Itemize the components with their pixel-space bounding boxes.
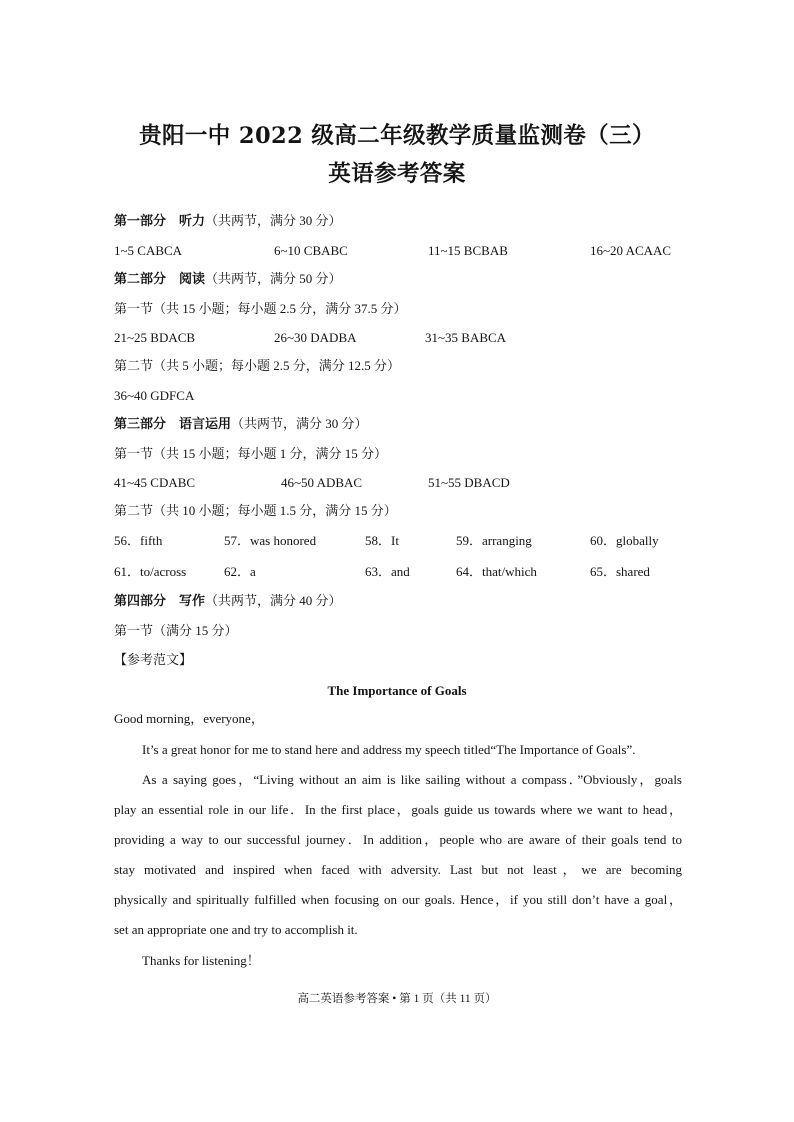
essay-line: As a saying goes，“Living without an aim is like sailing without a compass．”Obviously，goals (142, 772, 682, 787)
essay-line: stay motivated and inspired when faced with adversity. Last but not least，we are becoming (114, 862, 682, 877)
answer-group: 11~15 BCBAB (428, 243, 508, 258)
part4-section1: 第一节（满分 15 分） (114, 623, 238, 638)
answer-group: 6~10 CBABC (274, 243, 348, 258)
essay-closing: Thanks for listening！ (142, 953, 260, 968)
fill-answer: 62．a (224, 564, 256, 579)
part1-note: （共两节，满分 30 分） (205, 213, 342, 228)
part1-heading: 第一部分 听力 (114, 213, 206, 228)
part2-section1: 第一节（共 15 小题；每小题 2.5 分，满分 37.5 分） (114, 301, 407, 316)
answer-group: 36~40 GDFCA (114, 388, 195, 403)
page-footer: 高二英语参考答案 • 第 1 页（共 11 页） (297, 993, 497, 1005)
document-subtitle: 英语参考答案 (328, 161, 466, 187)
essay-line: set an appropriate one and try to accomplish it. (114, 922, 358, 937)
essay-line: providing a way to our successful journey．In addition，people who are aware of their goals tend to (114, 832, 682, 847)
part3-header (114, 416, 368, 432)
part2-heading: 第二部分 阅读 (114, 271, 206, 286)
fill-answer: 61．to/across (114, 564, 187, 579)
answer-group: 1~5 CABCA (114, 243, 183, 258)
answer-group: 46~50 ADBAC (281, 475, 363, 490)
fill-answer: 65．shared (590, 564, 650, 579)
fill-answer: 60．globally (590, 533, 659, 548)
part4-heading: 第四部分 写作 (114, 593, 206, 608)
fill-answer: 58．It (365, 533, 399, 548)
part4-header (114, 593, 342, 609)
part3-note: （共两节，满分 30 分） (231, 416, 368, 431)
fill-answer: 56．fifth (114, 533, 163, 548)
essay-greeting: Good morning，everyone， (114, 711, 264, 726)
essay-line: play an essential role in our life．In the first place，goals guide us towards where we want to head， (114, 802, 682, 817)
answer-group: 16~20 ACAAC (590, 243, 672, 258)
part1-header (114, 213, 342, 229)
fill-answer: 64．that/which (456, 564, 537, 579)
answer-group: 21~25 BDACB (114, 330, 196, 345)
answer-group: 51~55 DBACD (428, 475, 510, 490)
part2-header (114, 271, 342, 287)
essay-title: The Importance of Goals (327, 683, 467, 698)
fill-answer: 63．and (365, 564, 410, 579)
part2-note: （共两节，满分 50 分） (205, 271, 342, 286)
part3-heading: 第三部分 语言运用 (114, 416, 232, 431)
part3-section2: 第二节（共 10 小题；每小题 1.5 分，满分 15 分） (114, 503, 397, 518)
part3-section1: 第一节（共 15 小题；每小题 1 分，满分 15 分） (114, 446, 388, 461)
fill-answer: 57．was honored (224, 533, 317, 548)
document-title: 贵阳一中 2022 级高二年级教学质量监测卷（三） (139, 123, 655, 149)
essay-line: It’s a great honor for me to stand here and address my speech titled“The Importance of Goals”. (142, 742, 636, 757)
fill-answer: 59．arranging (456, 533, 532, 548)
part2-section2: 第二节（共 5 小题；每小题 2.5 分，满分 12.5 分） (114, 358, 401, 373)
answer-group: 26~30 DADBA (274, 330, 357, 345)
answer-group: 31~35 BABCA (425, 330, 507, 345)
sample-label: 【参考范文】 (114, 652, 193, 667)
part4-note: （共两节，满分 40 分） (205, 593, 342, 608)
answer-group: 41~45 CDABC (114, 475, 196, 490)
essay-line: physically and spiritually fulfilled when focusing on our goals. Hence，if you still don’t have a goal， (114, 892, 682, 907)
